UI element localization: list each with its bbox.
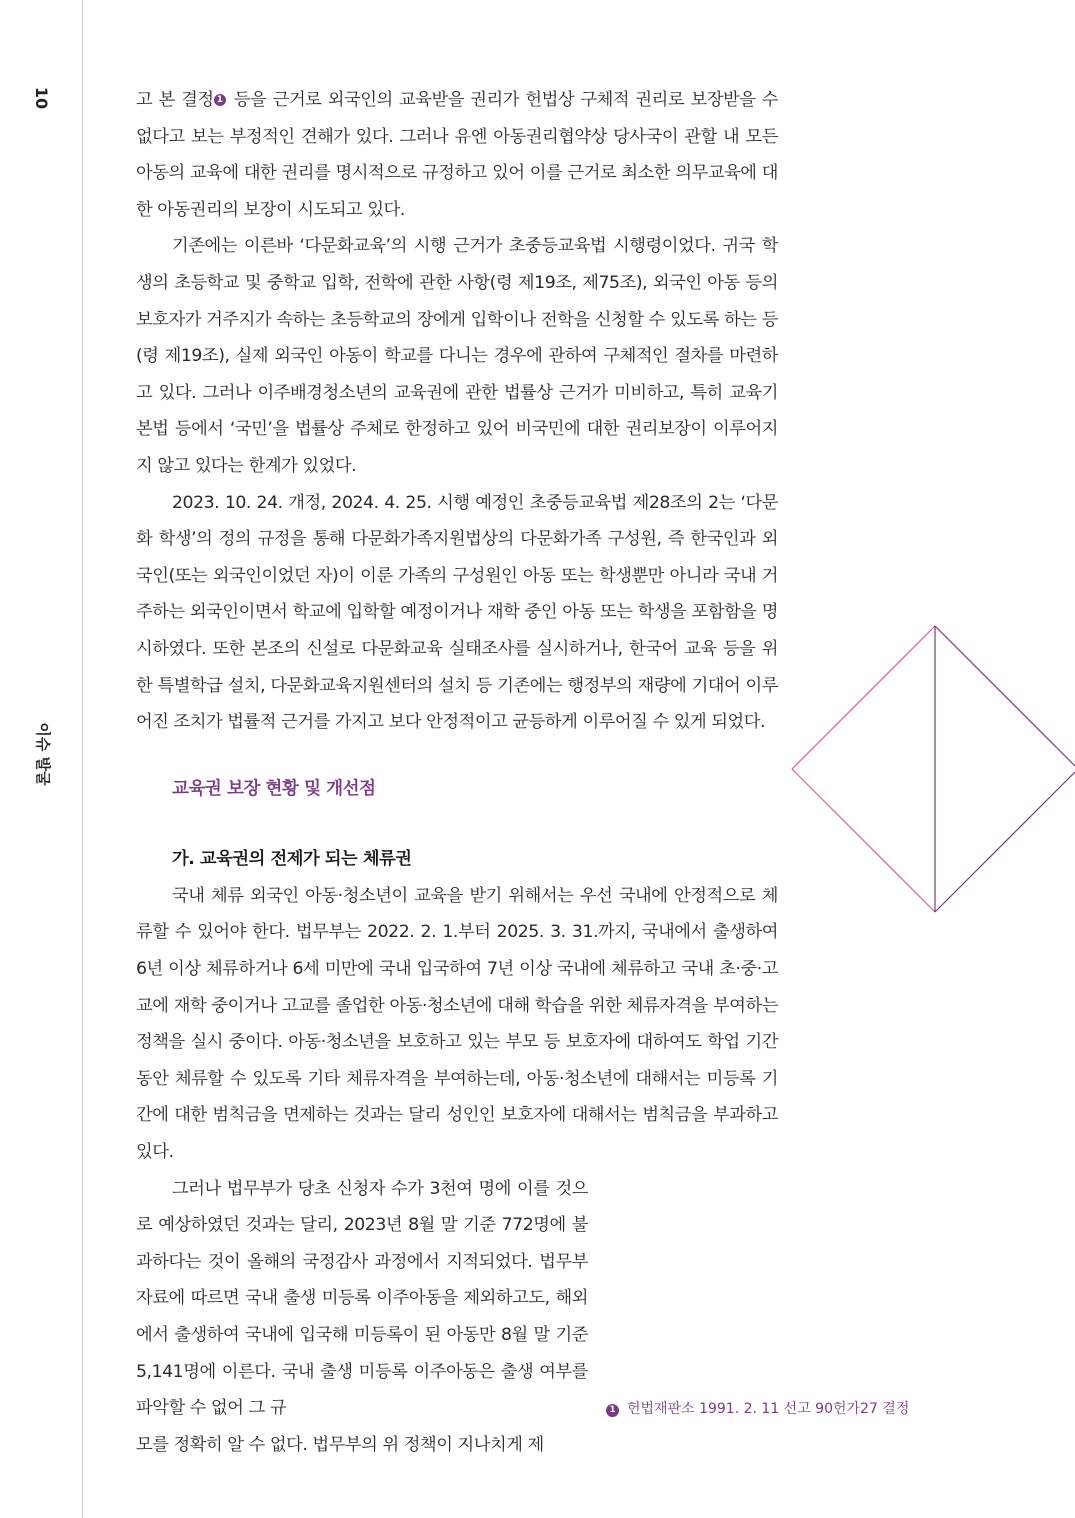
paragraph-5-tail: 모를 정확히 알 수 없다. 법무부의 위 정책이 지나치게 제 [136,1434,544,1455]
paragraph-1 [136,82,778,228]
footnote [606,1398,926,1420]
paragraph-4: 국내 체류 외국인 아동·청소년이 교육을 받기 위해서는 우선 국내에 안정적으로 체류할 수 있어야 한다. 법무부는 2022. 2. 1.부터 2025. 3. 31.까지, 국내에서 출생하여 6년 이상 체류하거나 6세 미만에 국내 입국하여 7년 이상 국내에 체류하고 국내 초·중·고교에 재학 중이거나 고교를 졸업한 아동·청소년에 대해 학습을 위한 체류자격을 부여하는 정책을 실시 중이다. 아동·청소년을 보호하고 있는 부모 등 보호자에 대하여도 학업 기간 동안 체류할 수 있도록 기타 체류자격을 부여하는데, 아동·청소년에 대해서는 미등록 기간에 대한 범칙금을 면제하는 것과는 달리 성인인 보호자에 대해서는 범칙금을 부과하고 있다. [136,885,778,1163]
margin-rule [82,0,83,1518]
section-heading: 교육권 보장 현황 및 개선점 [172,778,376,799]
diamond-edge-top-right [935,626,1075,766]
running-title: 이슈 발굴 [34,722,52,786]
diamond-edge-bottom-left [792,769,935,912]
paragraph-3: 2023. 10. 24. 개정, 2024. 4. 25. 시행 예정인 초중등교육법 제28조의 2는 ‘다문화 학생’의 정의 규정을 통해 다문화가족지원법상의 다문화가족 구성원, 즉 한국인과 외국인(또는 외국인이었던 자)이 이룬 가족의 구성원인 아동 또는 학생뿐만 아니라 국내 거주하는 외국인이면서 학교에 입학할 예정이거나 재학 중인 아동 또는 학생을 포함함을 명시하였다. 또한 본조의 신설로 다문화교육 실태조사를 실시하거나, 한국어 교육 등을 위한 특별학급 설치, 다문화교육지원센터의 설치 등 기존에는 행정부의 재량에 기대어 이루어진 조치가 법률적 근거를 가지고 보다 안정적이고 균등하게 이루어질 수 있게 되었다. [136,492,778,733]
page-number: 10 [32,86,51,110]
diamond-decoration [790,624,1075,914]
paragraph-2: 기존에는 이른바 ‘다문화교육’의 시행 근거가 초중등교육법 시행령이었다. 귀국 학생의 초등학교 및 중학교 입학, 전학에 관한 사항(령 제19조, 제75조), 외국인 아동 등의 보호자가 거주지가 속하는 초등학교의 장에게 입학이나 전학을 신청할 수 있도록 하는 등(령 제19조), 실제 외국인 아동이 학교를 다니는 경우에 관하여 구체적인 절차를 마련하고 있다. 그러나 이주배경청소년의 교육권에 관한 법률상 근거가 미비하고, 특히 교육기본법 등에서 ‘국민’을 법률상 주체로 한정하고 있어 비국민에 대한 권리보장이 이루어지지 않고 있다는 한계가 있었다. [136,236,778,476]
diamond-edge-bottom-right [935,772,1075,912]
article-body [136,82,778,1463]
diamond-edge-top-left [792,626,935,769]
footnote-ref-1[interactable]: 1 [214,94,226,106]
paragraph-5: 그러나 법무부가 당초 신청자 수가 3천여 명에 이를 것으로 예상하였던 것과는 달리, 2023년 8월 말 기준 772명에 불과하다는 것이 올해의 국정감사 과정에서 지적되었다. 법무부 자료에 따르면 국내 출생 미등록 이주아동을 제외하고도, 해외에서 출생하여 국내에 입국해 미등록이 된 아동만 8월 말 기준 5,141명에 이른다. 국내 출생 미등록 이주아동은 출생 여부를 파악할 수 없어 그 규 [136,1178,588,1419]
footnote-marker: 1 [606,1404,619,1417]
paragraph-1-start: 고 본 결정 [136,90,214,110]
paragraph-1-rest: 등을 근거로 외국인의 교육받을 권리가 헌법상 구체적 권리로 보장받을 수 없다고 보는 부정적인 견해가 있다. 그러나 유엔 아동권리협약상 당사국이 관할 내 모든 아동의 교육에 대한 권리를 명시적으로 규정하고 있어 이를 근거로 최소한 의무교육에 대한 아동권리의 보장이 시도되고 있다. [136,90,778,220]
sub-heading: 가. 교육권의 전제가 되는 체류권 [172,849,412,870]
footnote-text: 헌법재판소 1991. 2. 11 선고 90헌가27 결정 [627,1401,910,1417]
